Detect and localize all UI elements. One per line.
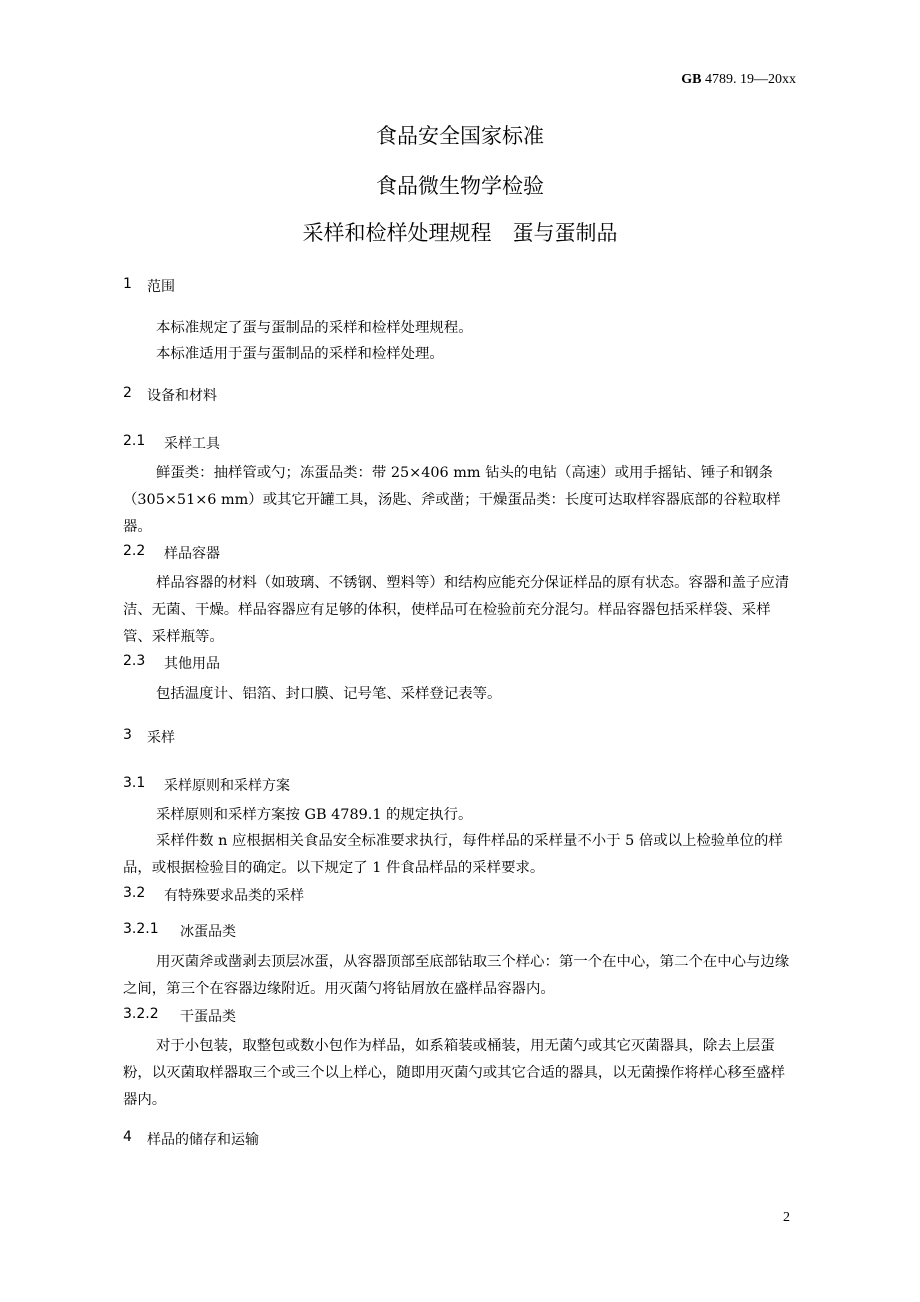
section-number: 3.1 bbox=[123, 775, 146, 791]
section-title: 有特殊要求品类的采样 bbox=[164, 888, 304, 904]
section-3-1-paragraph-2: 采样件数 n 应根据相关食品安全标准要求执行，每件样品的采样量不小于 5 倍或以上检验单位的样品，或根据检验目的确定。以下规定了 1 件食品样品的采样要求。 bbox=[123, 833, 783, 876]
section-1-heading bbox=[123, 276, 175, 295]
section-title: 其他用品 bbox=[164, 656, 220, 672]
page-number: 2 bbox=[783, 1210, 790, 1225]
title-line-3: 采样和检样处理规程 蛋与蛋制品 bbox=[302, 221, 618, 245]
section-2-3-paragraph: 包括温度计、铝箔、封口膜、记号笔、采样登记表等。 bbox=[156, 686, 502, 702]
section-3-1-heading bbox=[123, 775, 290, 794]
title-line-2: 食品微生物学检验 bbox=[376, 174, 544, 198]
title-line-1: 食品安全国家标准 bbox=[376, 124, 544, 148]
section-3-2-heading bbox=[123, 885, 304, 904]
section-3-2-1-paragraph: 用灭菌斧或凿剥去顶层冰蛋，从容器顶部至底部钻取三个样心：第一个在中心，第二个在中心与边缘之间，第三个在容器边缘附近。用灭菌勺将钻屑放在盛样品容器内。 bbox=[123, 954, 790, 997]
section-number: 4 bbox=[123, 1129, 132, 1145]
section-number: 3.2.2 bbox=[123, 1006, 159, 1022]
section-3-2-1-heading bbox=[123, 921, 236, 940]
section-2-1-heading bbox=[123, 433, 220, 452]
section-number: 3 bbox=[123, 727, 132, 743]
section-2-1-paragraph: 鲜蛋类：抽样管或勺；冻蛋品类：带 25×406 mm 钻头的电钻（高速）或用手摇钻、锤子和钢条（305×51×6 mm）或其它开罐工具，汤匙、斧或凿；干燥蛋品类：长度可达取样容器底部的谷粒取样器。 bbox=[123, 465, 781, 535]
section-3-heading bbox=[123, 727, 175, 746]
section-2-heading bbox=[123, 385, 217, 404]
section-title: 采样工具 bbox=[164, 436, 220, 452]
section-3-2-2-paragraph: 对于小包装，取整包或数小包作为样品，如系箱装或桶装，用无菌勺或其它灭菌器具，除去上层蛋粉，以灭菌取样器取三个或三个以上样心，随即用灭菌勺或其它合适的器具，以无菌操作将样心移至盛样器内。 bbox=[123, 1038, 785, 1108]
section-number: 3.2 bbox=[123, 885, 146, 901]
section-number: 2.2 bbox=[123, 543, 146, 559]
section-title: 样品容器 bbox=[164, 546, 220, 562]
section-title: 冰蛋品类 bbox=[180, 924, 236, 940]
section-number: 2 bbox=[123, 385, 132, 401]
section-1-paragraph-1: 本标准规定了蛋与蛋制品的采样和检样处理规程。 bbox=[156, 320, 473, 336]
section-3-1-paragraph-1: 采样原则和采样方案按 GB 4789.1 的规定执行。 bbox=[156, 807, 473, 823]
section-number: 2.1 bbox=[123, 433, 146, 449]
section-number: 1 bbox=[123, 276, 132, 292]
section-title: 设备和材料 bbox=[147, 388, 217, 404]
section-3-2-2-heading bbox=[123, 1006, 236, 1025]
section-title: 采样 bbox=[147, 730, 175, 746]
section-title: 范围 bbox=[147, 279, 175, 295]
section-2-2-paragraph: 样品容器的材料（如玻璃、不锈钢、塑料等）和结构应能充分保证样品的原有状态。容器和盖子应清洁、无菌、干燥。样品容器应有足够的体积，使样品可在检验前充分混匀。样品容器包括采样袋、采样管、采样瓶等。 bbox=[123, 575, 790, 645]
section-title: 干蛋品类 bbox=[180, 1009, 236, 1025]
section-4-heading bbox=[123, 1129, 259, 1148]
section-2-3-heading bbox=[123, 653, 220, 672]
standard-code-prefix: GB bbox=[681, 72, 702, 87]
section-number: 2.3 bbox=[123, 653, 146, 669]
standard-code-header bbox=[600, 72, 796, 88]
section-1-paragraph-2: 本标准适用于蛋与蛋制品的采样和检样处理。 bbox=[156, 346, 444, 362]
section-2-2-heading bbox=[123, 543, 220, 562]
standard-code-number: 4789. 19—20xx bbox=[705, 72, 796, 87]
section-title: 采样原则和采样方案 bbox=[164, 778, 290, 794]
section-title: 样品的储存和运输 bbox=[147, 1132, 259, 1148]
section-number: 3.2.1 bbox=[123, 921, 159, 937]
